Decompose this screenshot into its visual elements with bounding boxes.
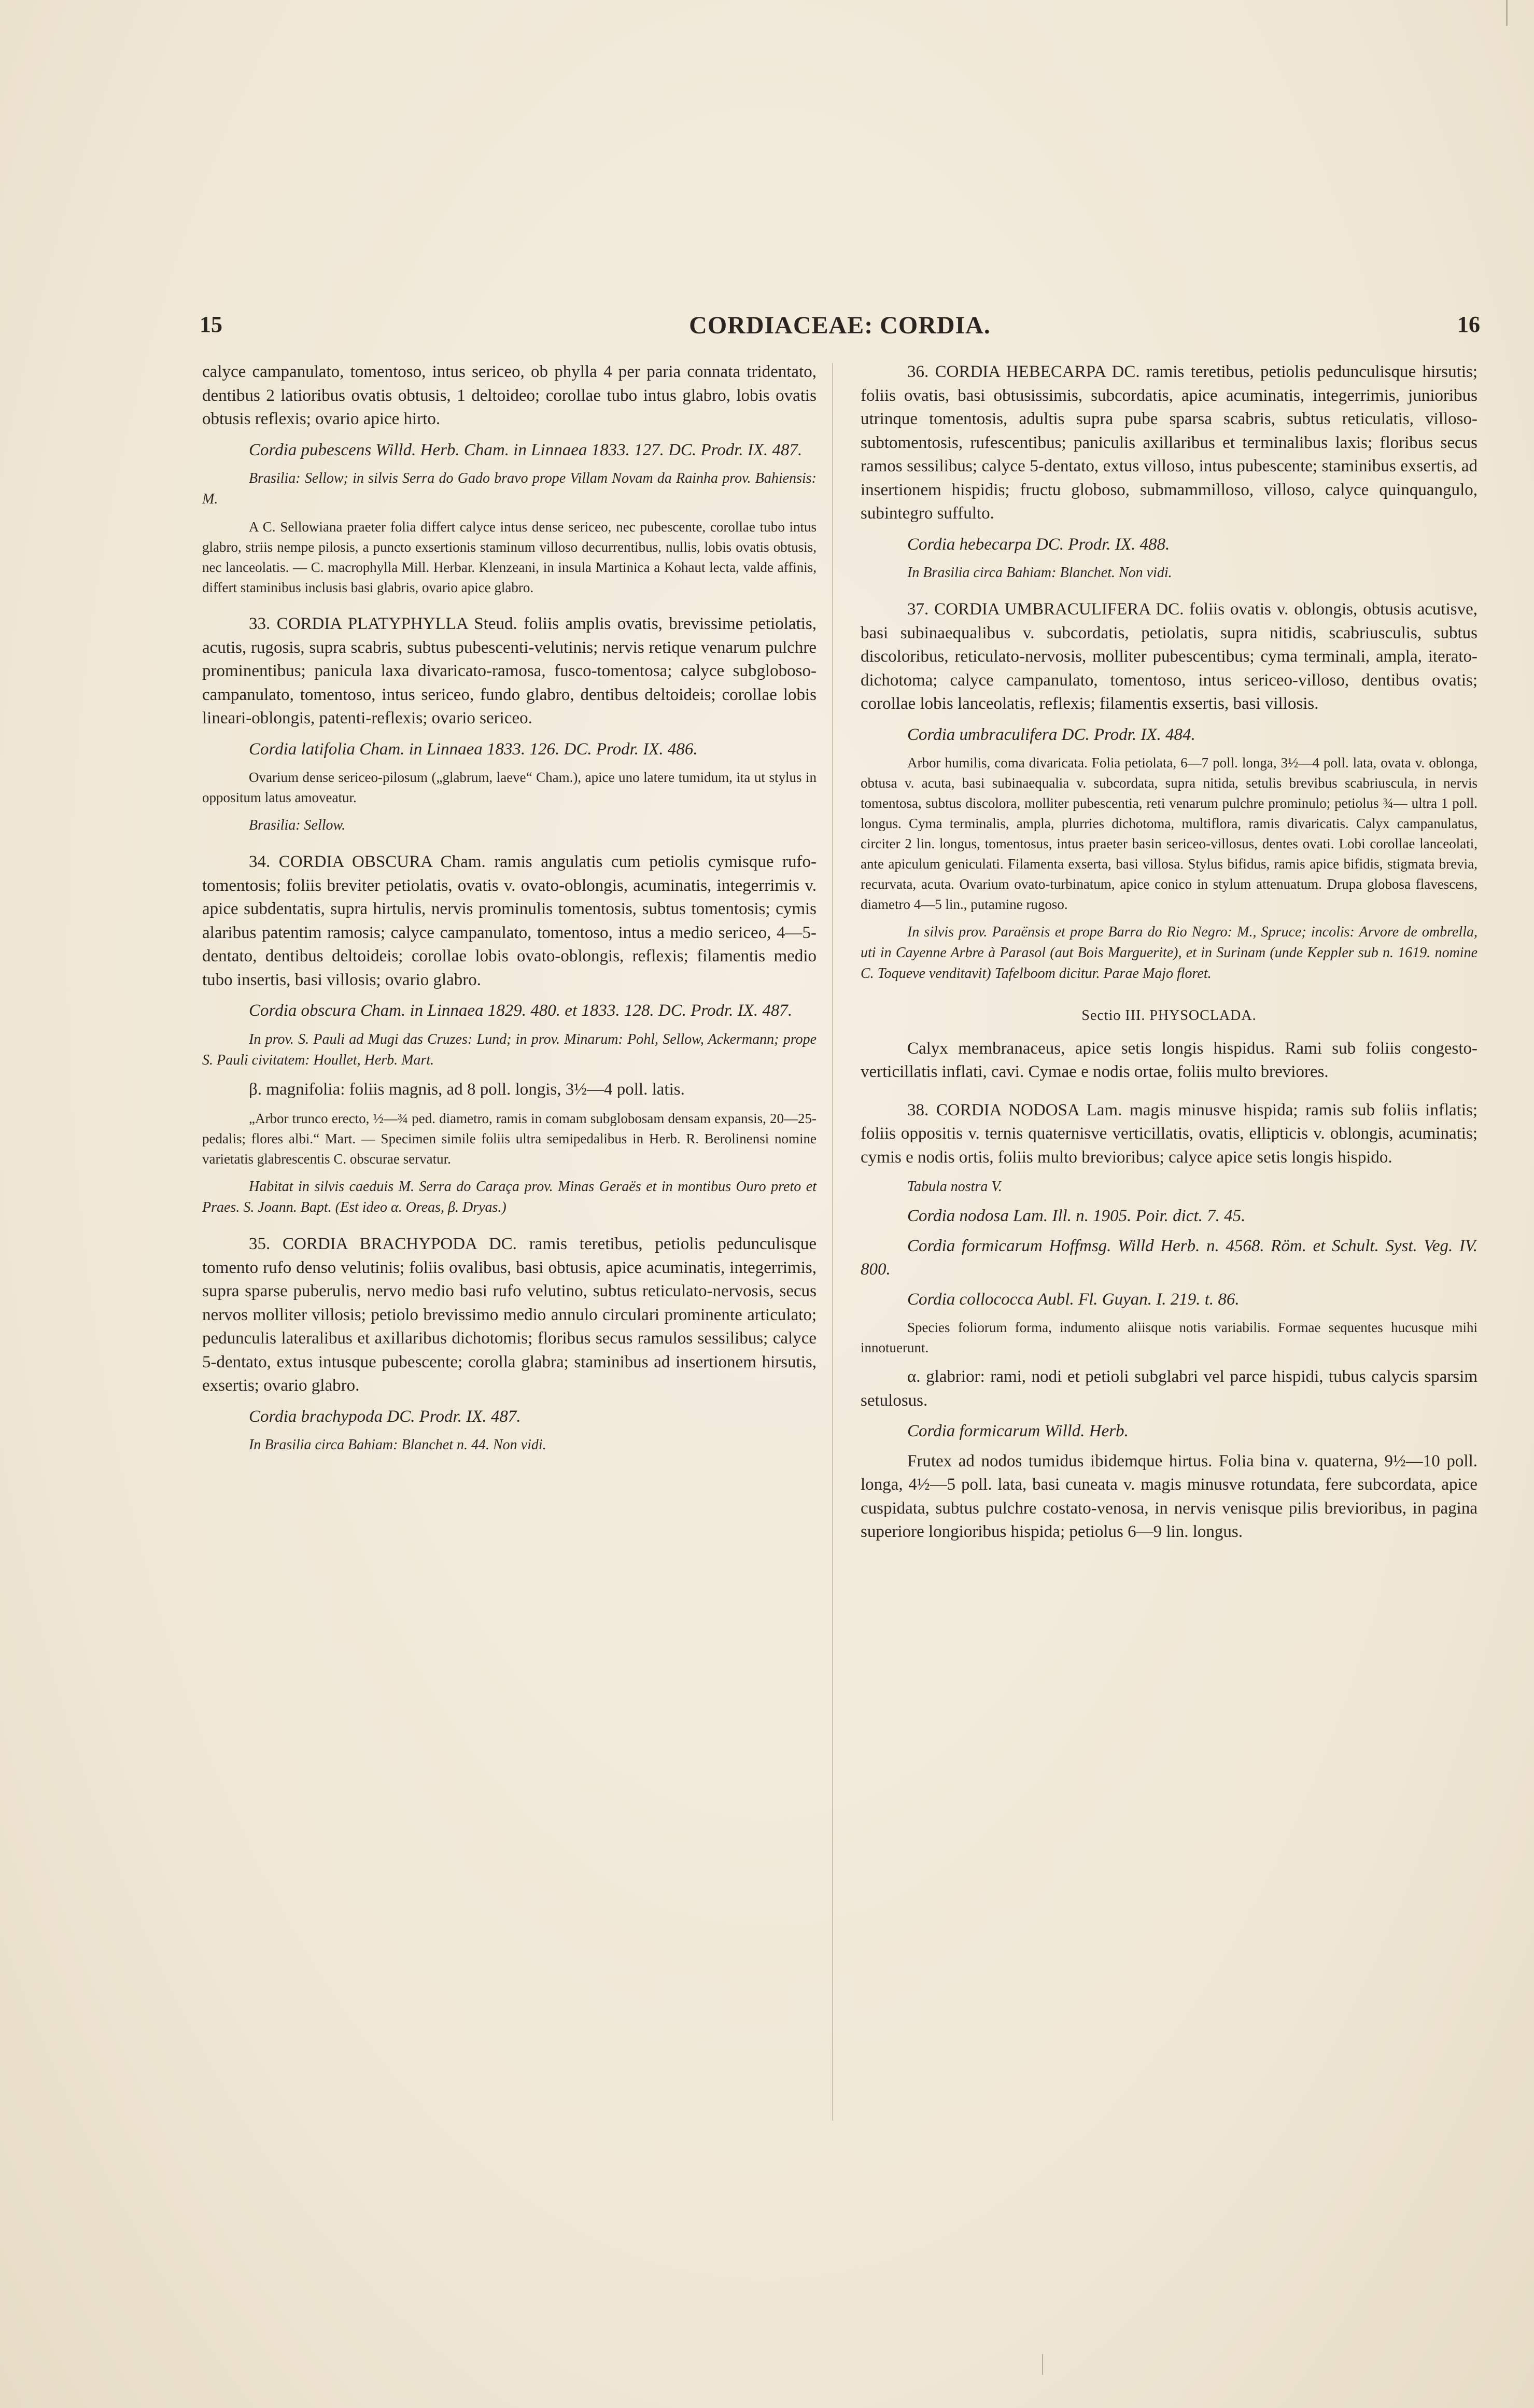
locality: Brasilia: Sellow; in silvis Serra do Gado bravo prope Villam Novam da Rainha prov. Bahiensis: M. bbox=[202, 470, 817, 507]
citation: Cordia hebecarpa DC. Prodr. IX. 488. bbox=[907, 535, 1170, 554]
note: Ovarium dense sericeo-pilosum („glabrum, laeve“ Cham.), apice uno latere tumidum, ita ut stylus in oppositum latus amoveatur. bbox=[202, 769, 817, 805]
note: Arbor humilis, coma divaricata. Folia petiolata, 6—7 poll. longa, 3½—4 poll. lata, ovata v. oblonga, obtusa v. acuta, basi subinaequalia v. subcordata, supra nitida, setulis brevibus scabriuscula, in nervis tomentosa, subtus discolora, molliter pubescentia, reti venarum pulchre prominulo; petiolus ¾— ultra 1 poll. longus. Cyma terminalis, ampla, plurries dichotoma, multiflora, ramis divaricatis. Calyx campanulatus, circiter 2 lin. longus, tomentosus, intus praeter basin sericeo-villosus, dentes ovati. Lobi corollae lanceolati, ante apiculum geniculati. Filamenta exserta, basi villosa. Stylus bifidus, ramis apice bifidis, stigmata brevia, recurvata, acuta. Ovarium ovato-turbinatum, apice conico in stylum attenuatum. Drupa globosa flavescens, diametro 4—5 lin., putamine rugoso. bbox=[861, 755, 1477, 912]
citation: Cordia formicarum Willd. Herb. bbox=[907, 1422, 1129, 1440]
note: Species foliorum forma, indumento aliisque notis variabilis. Formae sequentes hucusque mihi innotuerunt. bbox=[861, 1320, 1477, 1355]
section-description: Calyx membranaceus, apice setis longis hispidus. Rami sub foliis congesto-verticillatis inflati, cavi. Cymae e nodis ortae, foliis multo breviores. bbox=[861, 1039, 1477, 1081]
citation: Cordia latifolia Cham. in Linnaea 1833. 126. DC. Prodr. IX. 486. bbox=[249, 739, 698, 759]
note: A C. Sellowiana praeter folia differt calyce intus dense sericeo, nec pubescente, corollae tubo intus glabro, striis nempe pilosis, a puncto exsertionis staminum villoso decurrentibus, nullis, lobis ovatis obtusis, nec lanceolatis. — C. macrophylla Mill. Herbar. Klenzeani, in insula Martinica a Kohaut lecta, valde affinis, differt staminibus inclusis basi glabris, ovario apice glabro. bbox=[202, 519, 817, 595]
locality: In silvis prov. Paraënsis et prope Barra do Rio Negro: M., Spruce; incolis: Arvore de ombrella, uti in Cayenne Arbre à Parasol (aut Bois Marguerite), et in Surinam (unde Keppler sub n. 1619. nomine C. Toqueve venditavit) Tafelboom dicitur. Parae Majo floret. bbox=[861, 924, 1477, 982]
margin-mark bbox=[1506, 0, 1508, 26]
running-header bbox=[200, 311, 1480, 347]
citation: Cordia nodosa Lam. Ill. n. 1905. Poir. dict. 7. 45. bbox=[907, 1207, 1246, 1225]
right-column bbox=[861, 360, 1477, 1551]
locality: In Brasilia circa Bahiam: Blanchet. Non vidi. bbox=[907, 565, 1172, 581]
running-title: CORDIACEAE: CORDIA. bbox=[689, 312, 991, 339]
left-column bbox=[202, 360, 817, 1463]
plate-reference: Tabula nostra V. bbox=[907, 1179, 1002, 1195]
citation: Cordia brachypoda DC. Prodr. IX. 487. bbox=[249, 1407, 521, 1426]
variety-alpha: α. glabrior: rami, nodi et petioli subglabri vel parce hispidi, tubus calycis sparsim setulosus. bbox=[861, 1367, 1477, 1410]
citation: Cordia pubescens Willd. Herb. Cham. in Linnaea 1833. 127. DC. Prodr. IX. 487. bbox=[249, 440, 803, 459]
species-35: 35. CORDIA BRACHYPODA DC. ramis teretibus, petiolis pedunculisque tomento rufo denso velutinis; foliis ovalibus, basi obtusis, apice acuminatis, integerrimis, supra sparse puberulis, nervo medio basi rufo velutino, subtus reticulato-nervosis, secus nervos molliter villosis; petiolo brevissimo medio annulo circulari prominente articulato; pedunculis lateralibus et axillaribus dichotomis; floribus secus ramulos sessilibus; calyce 5-dentato, extus intusque pubescente; corolla glabra; staminibus ad insertionem hirsutis, exsertis; ovario glabro. bbox=[202, 1235, 817, 1395]
species-34: 34. CORDIA OBSCURA Cham. ramis angulatis cum petiolis cymisque rufo-tomentosis; foliis breviter petiolatis, ovatis v. ovato-oblongis, acuminatis, integerrimis v. apice subdentatis, supra hirtulis, nervis prominulis tomentosis, subtus tomentosis; cymis alaribus patentim ramosis; calyce campanulato, tomentoso, intus a medio sericeo, 4—5-dentato, dentibus deltoideis; corollae lobis ovato-oblongis, reflexis; filamentis medio tubo insertis, basi villosis; ovario glabro. bbox=[202, 852, 817, 989]
page-number-left: 15 bbox=[200, 312, 222, 337]
variety-beta: β. magnifolia: foliis magnis, ad 8 poll. longis, 3½—4 poll. latis. bbox=[249, 1080, 685, 1099]
page-number-right: 16 bbox=[1457, 312, 1480, 337]
citation: Cordia obscura Cham. in Linnaea 1829. 480. et 1833. 128. DC. Prodr. IX. 487. bbox=[249, 1001, 793, 1020]
description: Frutex ad nodos tumidus ibidemque hirtus. Folia bina v. quaterna, 9½—10 poll. longa, 4½—5 poll. lata, basi cuneata v. magis minusve rotundata, fere subcordata, apice cuspidata, subtus pulchre costato-venosa, in nervis venisque pilis brevioribus, in pagina superiore longioribus hispida; petiolus 6—9 lin. longus. bbox=[861, 1451, 1477, 1541]
citation: Cordia umbraculifera DC. Prodr. IX. 484. bbox=[907, 725, 1195, 744]
margin-mark bbox=[1042, 2354, 1043, 2375]
column-divider bbox=[832, 363, 833, 2121]
citation: Cordia collococca Aubl. Fl. Guyan. I. 219. t. 86. bbox=[907, 1290, 1240, 1309]
species-33: 33. CORDIA PLATYPHYLLA Steud. foliis amplis ovatis, brevissime petiolatis, acutis, rugosis, supra scabris, subtus pubescenti-velutinis; nervis retique venarum pulchre prominentibus; panicula laxa divaricato-ramosa, fusco-tomentosa; calyce subgloboso-campanulato, tomentoso, intus sericeo, fundo glabro, dentibus deltoideis; corollae lobis lineari-oblongis, patenti-reflexis; ovario sericeo. bbox=[202, 614, 817, 727]
note: „Arbor trunco erecto, ½—¾ ped. diametro, ramis in comam subglobosam densam expansis, 20—25-pedalis; flores albi.“ Mart. — Specimen simile foliis ultra semipedalibus in Herb. R. Berolinensi nomine varietatis glabrescentis C. obscurae servatur. bbox=[202, 1111, 817, 1167]
species-38: 38. CORDIA NODOSA Lam. magis minusve hispida; ramis sub foliis inflatis; foliis oppositis v. ternis quaternisve verticillatis, ovatis, ellipticis v. oblongis, acuminatis; cymis e nodis ortis, foliis multo brevioribus; calyce apice setis longis hispido. bbox=[861, 1100, 1477, 1167]
species-37: 37. CORDIA UMBRACULIFERA DC. foliis ovatis v. oblongis, obtusis acutisve, basi subinaequalibus v. subcordatis, petiolatis, supra nitidis, scabriusculis, subtus discoloribus, reticulato-nervosis, molliter pubescentibus; cyma terminali, ampla, iterato-dichotoma; calyce campanulato, tomentoso, intus sericeo-villoso, dentibus ovatis; corollae lobis lanceolatis, reflexis; filamentis exsertis, basi villosis. bbox=[861, 600, 1477, 713]
paragraph: calyce campanulato, tomentoso, intus sericeo, ob phylla 4 per paria connata tridentato, dentibus 2 latioribus ovatis obtusis, 1 deltoideo; corollae tubo intus glabro, lobis ovatis obtusis reflexis; ovario apice hirto. bbox=[202, 362, 817, 428]
citation: Cordia formicarum Hoffmsg. Willd Herb. n. 4568. Röm. et Schult. Syst. Veg. IV. 800. bbox=[861, 1236, 1477, 1279]
locality: Habitat in silvis caeduis M. Serra do Caraça prov. Minas Geraës et in montibus Ouro preto et Praes. S. Joann. Bapt. (Est ideo α. Oreas, β. Dryas.) bbox=[202, 1179, 817, 1215]
locality: In Brasilia circa Bahiam: Blanchet n. 44. Non vidi. bbox=[249, 1437, 546, 1453]
locality: In prov. S. Pauli ad Mugi das Cruzes: Lund; in prov. Minarum: Pohl, Sellow, Ackermann; prope S. Pauli civitatem: Houllet, Herb. Mart. bbox=[202, 1031, 817, 1068]
locality: Brasilia: Sellow. bbox=[249, 817, 346, 833]
species-36: 36. CORDIA HEBECARPA DC. ramis teretibus, petiolis pedunculisque hirsutis; foliis ovatis, basi obtusissimis, subcordatis, apice acuminatis, integerrimis, junioribus utrinque tomentosis, adultis supra pube sparsa scabris, subtus reticulatis, villoso-subtomentosis, rufescentibus; paniculis axillaribus et terminalibus laxis; floribus secus ramos sessilibus; calyce 5-dentato, extus villoso, intus pubescente; staminibus exsertis, ad insertionem hispidis; fructu globoso, submammilloso, villoso, calyce quinquangulo, subintegro suffulto. bbox=[861, 362, 1477, 523]
section-heading: Sectio III. PHYSOCLADA. bbox=[1081, 1007, 1257, 1024]
